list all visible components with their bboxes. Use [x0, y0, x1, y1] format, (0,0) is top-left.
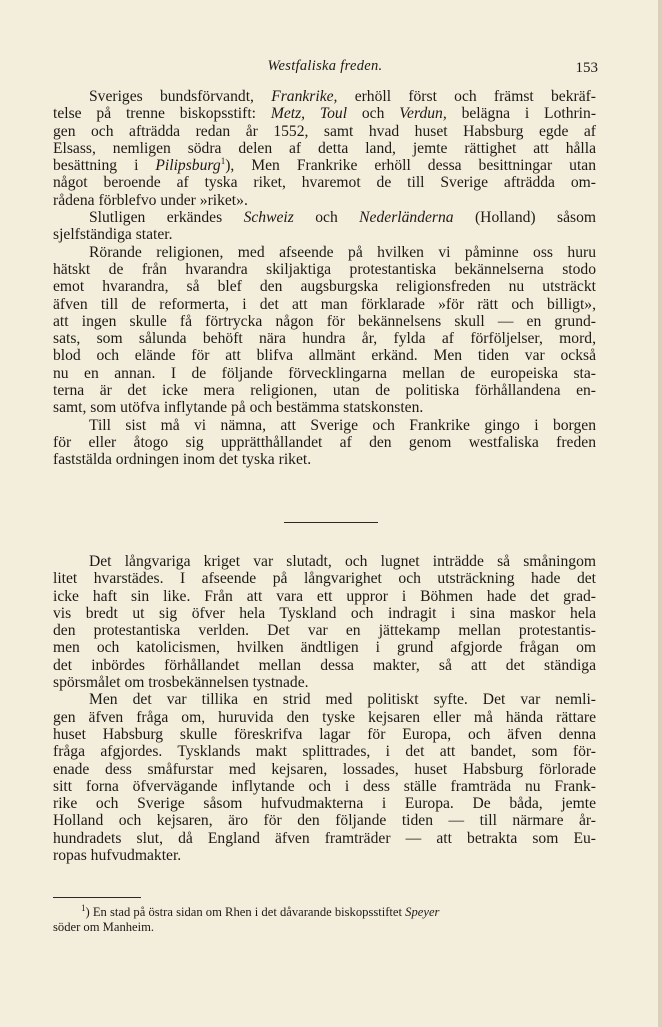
text-line: telse på trenne biskopsstift: Metz, Toul och Verdun, belägna i Lothrin-	[53, 105, 597, 123]
section-separator	[284, 522, 378, 523]
text-line: att ingen skulle få förtrycka någon för bekännelsens skull — en grund-	[53, 312, 596, 330]
footnote-rule	[53, 897, 141, 898]
text-line: gen äfven fråga om, huruvida den tyske kejsaren eller må hända rättare	[53, 708, 596, 726]
text-line: fråga afgjordes. Tysklands makt splittrades, i det att bandet, som för-	[53, 743, 596, 761]
text-line: rike och Sverige såsom hufvudmakterna i Europa. De båda, jemte	[53, 795, 596, 813]
text-line: blod och elände för att blifva allmänt erkänd. Men tiden var också	[53, 347, 596, 365]
footnote-line: söder om Manheim.	[53, 920, 155, 934]
text-line: huset Habsburg skulle föreskrifva lagar för Europa, och äfven denna	[53, 725, 596, 743]
text-line: rådena förblefvo under »riket».	[53, 191, 248, 209]
footnote	[53, 902, 596, 935]
text-line: besättning i Pilipsburg$^1$), Men Frankrike erhöll dessa besittningar utan	[53, 156, 596, 175]
text-line: sjelfständiga stater.	[53, 226, 173, 244]
text-line: enade dess småfurstar med kejsaren, lossades, huset Habsburg förlorade	[53, 760, 596, 778]
running-head: Westfaliska freden.	[267, 58, 383, 74]
text-line: ropas hufvudmakter.	[53, 847, 182, 865]
text-line: Holland och kejsaren, äro för den följande tiden — till närmare år-	[53, 812, 596, 830]
text-line: något beroende af tyska riket, hvaremot de till Sverige afträdda om-	[53, 174, 596, 192]
text-line: icke haft sin like. Från att vara ett uppror i Böhmen hade det grad-	[53, 587, 596, 605]
text-line: spörsmålet om trosbekännelsen tystnade.	[53, 674, 309, 692]
text-line: emot hvarandra, så blef den augsburgska religionsfreden nu utsträckt	[53, 278, 596, 296]
text-line: Det långvariga kriget var slutadt, och lugnet inträdde så småningom	[89, 553, 596, 570]
text-line: gen och afträdda redan år 1552, samt hvad huset Habsburg egde af	[53, 122, 596, 140]
text-line: sitt forna öfvervägande inflytande och i dess ställe framträda nu Frank-	[53, 777, 596, 795]
text-line: Slutligen erkändes Schweiz och Nederländerna (Holland) såsom	[89, 209, 597, 227]
text-line: det inbördes förhållandet mellan dessa makter, så att det ständiga	[53, 656, 596, 674]
text-line: samt, som utöfva inflytande på och bestämma statskonsten.	[53, 399, 424, 417]
text-line: nu en annan. I de följande förvecklingarna mellan de europeiska sta-	[53, 364, 596, 382]
page-number: 153	[575, 60, 598, 76]
text-line: faststälda ordningen inom det tyska riket.	[53, 451, 312, 469]
text-block-war-summary	[53, 553, 596, 864]
text-block-treaty-terms	[53, 88, 596, 469]
text-line: hätskt de från hvarandra skiljaktiga protestantiska bekännelserna stodo	[53, 260, 596, 278]
text-line: hundradets slut, då England äfven framträder — att betrakta som Eu-	[53, 829, 596, 847]
text-line: den protestantiska verlden. Det var en jättekamp mellan protestantis-	[53, 622, 596, 640]
text-line: litet hvarstädes. I afseende på långvarighet och utsträckning hade det	[53, 570, 596, 588]
page-header	[52, 58, 598, 82]
text-line: men och katolicismen, hvilken ändtligen i grund afgjorde frågan om	[53, 639, 596, 657]
text-line: äfven till de reformerta, i det att man förklarade »för rätt och billigt»,	[53, 295, 596, 313]
text-line: Men det var tillika en strid med politiskt syfte. Det var nemli-	[89, 691, 596, 709]
text-line: Elsass, nemligen södra delen af detta land, jemte rättighet att hålla	[53, 139, 596, 157]
text-line: Till sist må vi nämna, att Sverige och Frankrike gingo i borgen	[89, 416, 596, 434]
text-line: Sveriges bundsförvandt, Frankrike, erhöll först och främst bekräf-	[89, 88, 596, 105]
text-line: terna är det icke mera religionen, utan de politiska förhållandena en-	[53, 382, 596, 400]
text-line: sats, som sålunda behöft nära hundra år, fylda af förföljelser, mord,	[53, 330, 596, 348]
text-line: för eller åtogo sig upprätthållandet af den genom westfaliska freden	[53, 433, 596, 451]
text-line: Rörande religionen, med afseende på hvilken vi påminne oss huru	[89, 243, 596, 261]
text-line: vis bredt ut sig öfver hela Tyskland och indragit i sina maskor hela	[53, 604, 596, 622]
footnote-line: $^1$) En stad på östra sidan om Rhen i det dåvarande biskopsstiftet Speyer	[81, 902, 440, 919]
page-edge	[658, 0, 662, 1027]
